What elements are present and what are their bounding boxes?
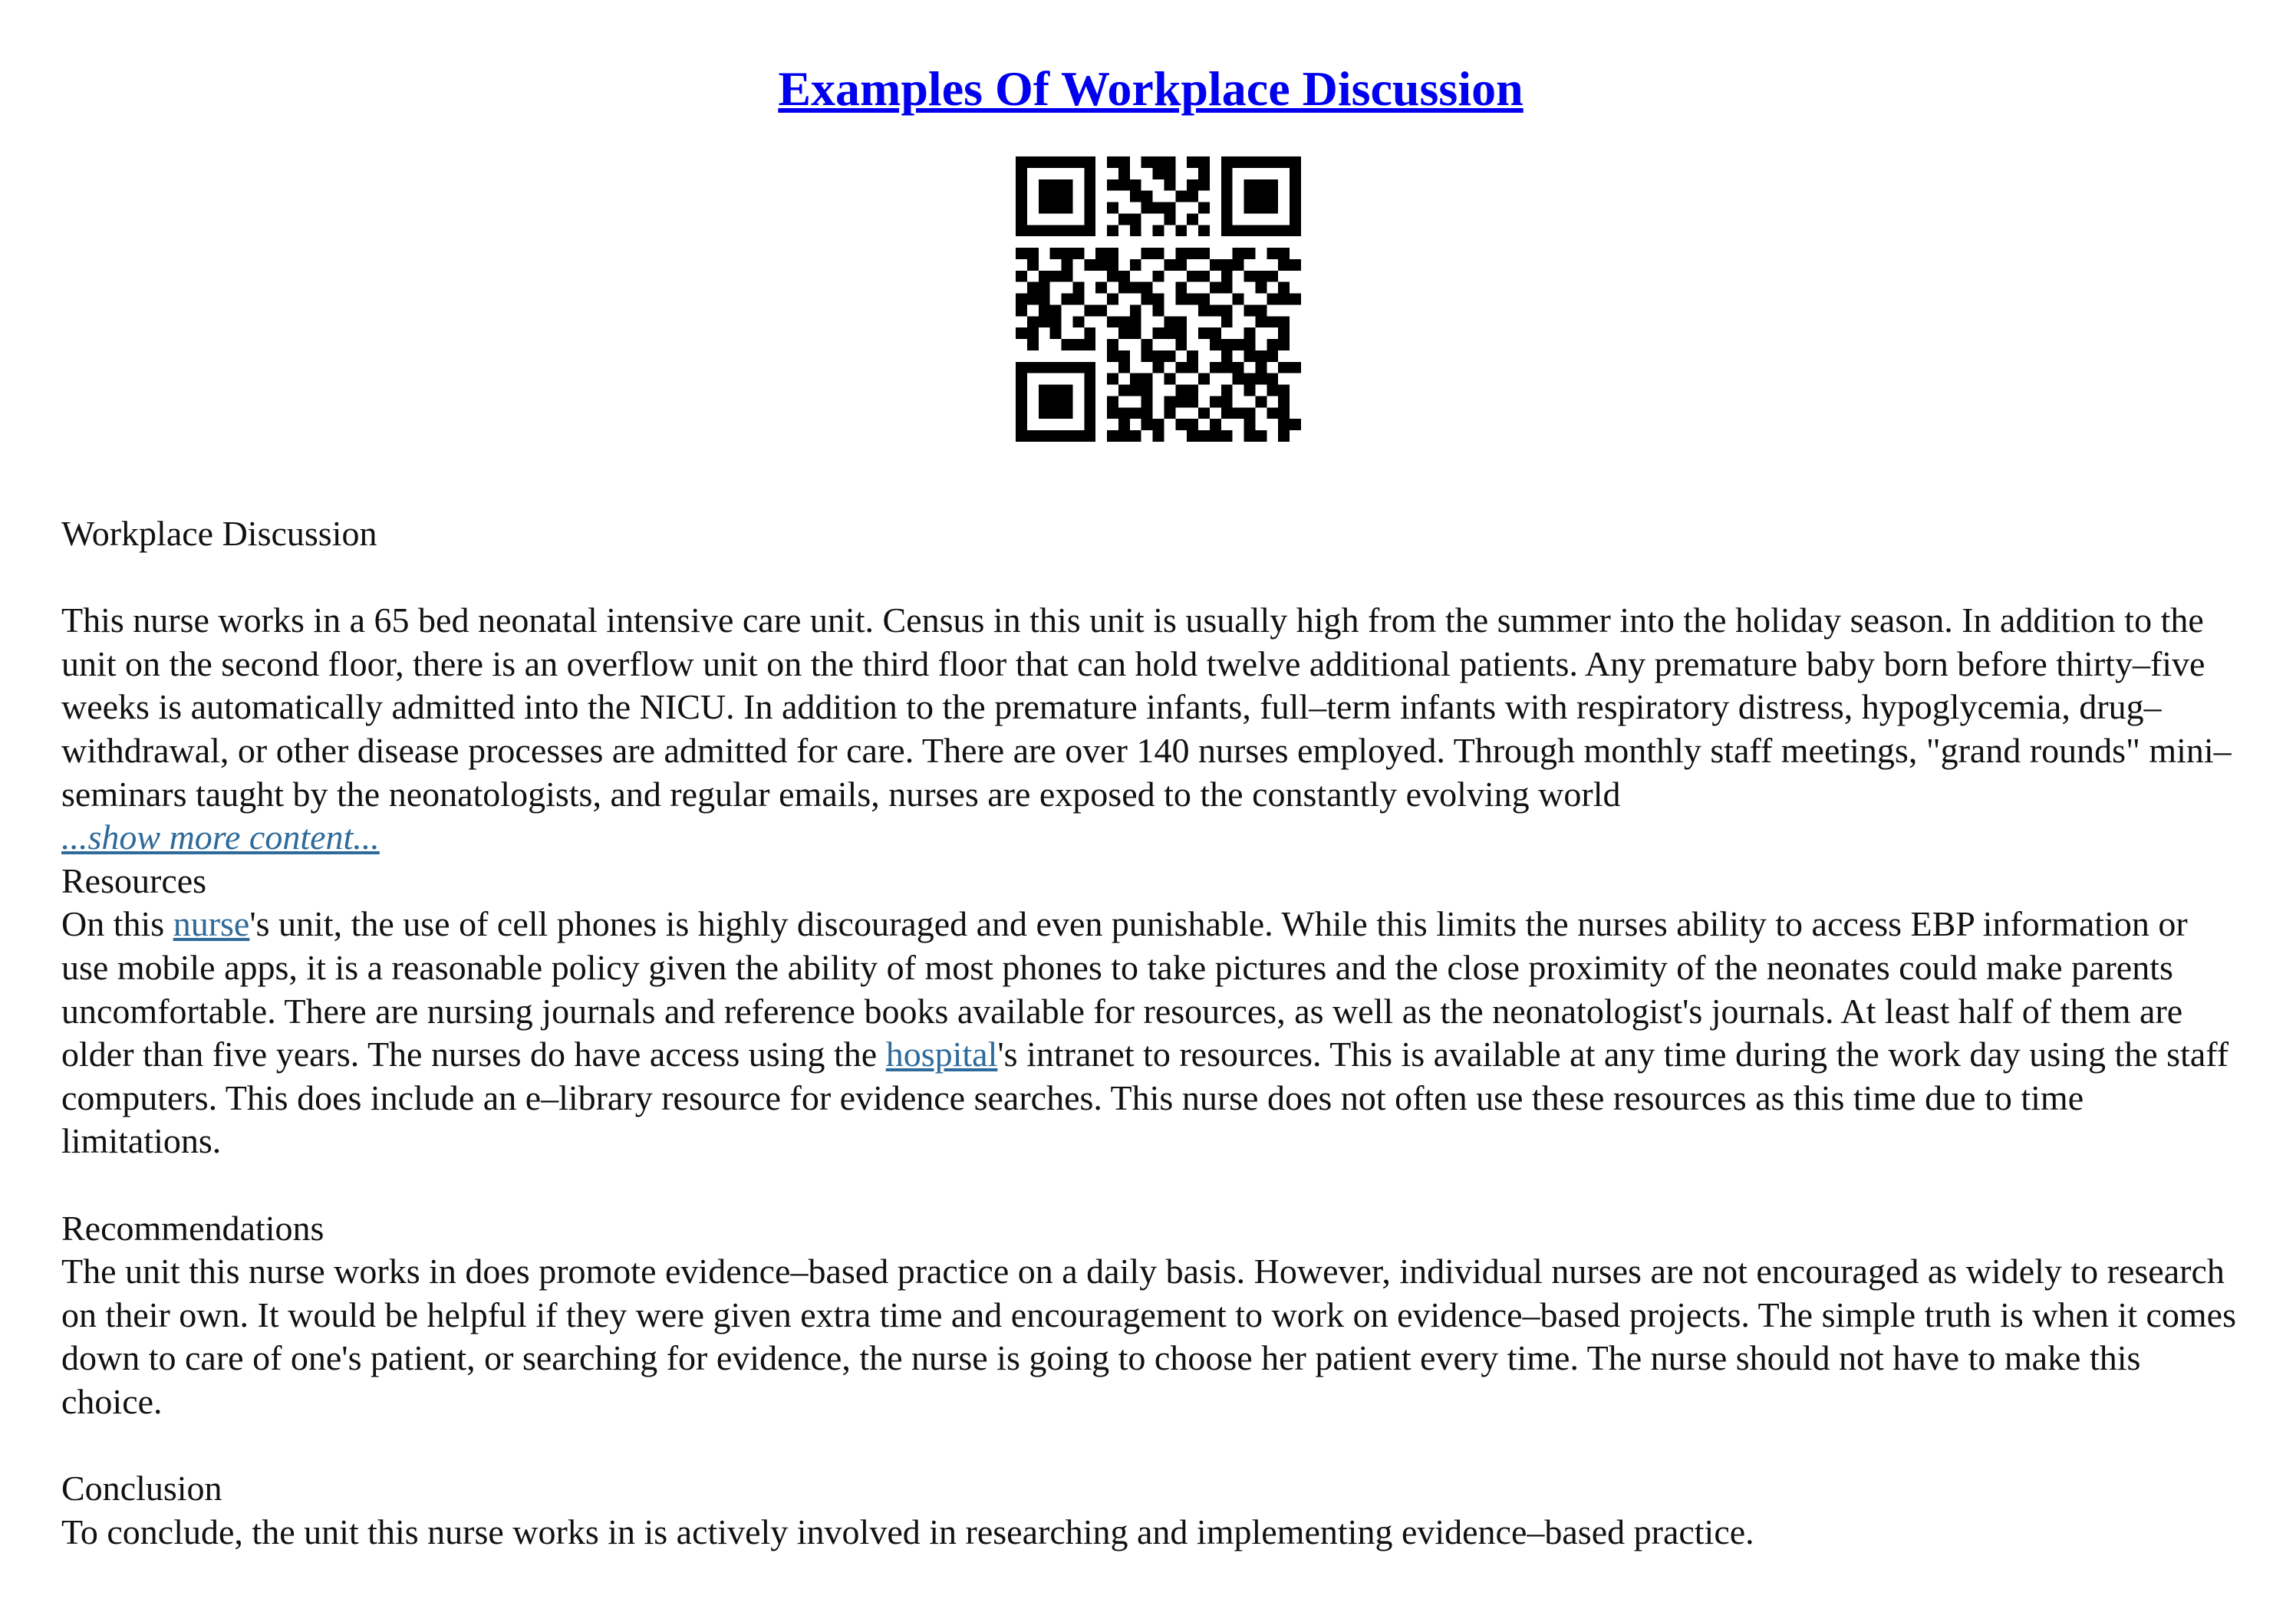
resources-text-end: 's intranet to resources. This is available at any time during the work day using the staff computers. This does include an e–library resource for evidence searches. This nurse does not often use these resources as this time due to time limitations. — [61, 1035, 2229, 1161]
qr-code-icon — [1016, 156, 1301, 442]
spacer — [61, 1163, 2240, 1207]
document-body — [61, 512, 2240, 1554]
recommendations-paragraph: The unit this nurse works in does promote evidence–based practice on a daily basis. However, individual nurses are not encouraged as widely to research on their own. It would be helpful if they were given extra time and encouragement to work on evidence–based projects. The simple truth is when it comes down to care of one's patient, or searching for evidence, the nurse is going to choose her patient every time. The nurse should not have to make this choice. — [61, 1252, 2236, 1421]
workplace-heading: Workplace Discussion — [61, 514, 377, 553]
resources-text-middle: 's unit, the use of cell phones is highly discouraged and even punishable. While this limits the nurses ability to access EBP information or use mobile apps, it is a reasonable policy given the ability of most phones to take pictures and the close proximity of the neonates could make parents uncomfortable. There are nursing journals and reference books available for resources, as well as the neonatologist's journals. At least half of them are older than five years. The nurses do have access using the — [61, 904, 2188, 1074]
conclusion-paragraph: To conclude, the unit this nurse works in is actively involved in researching and implementing evidence–based practice. — [61, 1512, 1754, 1551]
spacer — [61, 556, 2240, 600]
resources-text-start: On this — [61, 904, 173, 944]
workplace-paragraph: This nurse works in a 65 bed neonatal intensive care unit. Census in this unit is usually high from the summer into the holiday season. In addition to the unit on the second floor, there is an overflow unit on the third floor that can hold twelve additional patients. Any premature baby born before thirty–five weeks is automatically admitted into the NICU. In addition to the premature infants, full–term infants with respiratory distress, hypoglycemia, drug–withdrawal, or other disease processes are admitted for care. There are over 140 nurses employed. Through monthly staff meetings, "grand rounds" mini–seminars taught by the neonatologists, and regular emails, nurses are exposed to the constantly evolving world — [61, 600, 2232, 814]
title-link[interactable]: Examples Of Workplace Discussion — [778, 61, 1524, 116]
resources-paragraph — [61, 903, 2240, 1163]
recommendations-heading: Recommendations — [61, 1208, 324, 1248]
resources-heading: Resources — [61, 860, 207, 900]
hospital-link[interactable]: hospital — [885, 1035, 998, 1074]
conclusion-heading: Conclusion — [61, 1469, 222, 1508]
nurse-link[interactable]: nurse — [173, 904, 250, 944]
show-more-link[interactable]: ...show more content... — [61, 818, 380, 857]
document-title — [61, 58, 2240, 120]
spacer — [61, 1423, 2240, 1467]
